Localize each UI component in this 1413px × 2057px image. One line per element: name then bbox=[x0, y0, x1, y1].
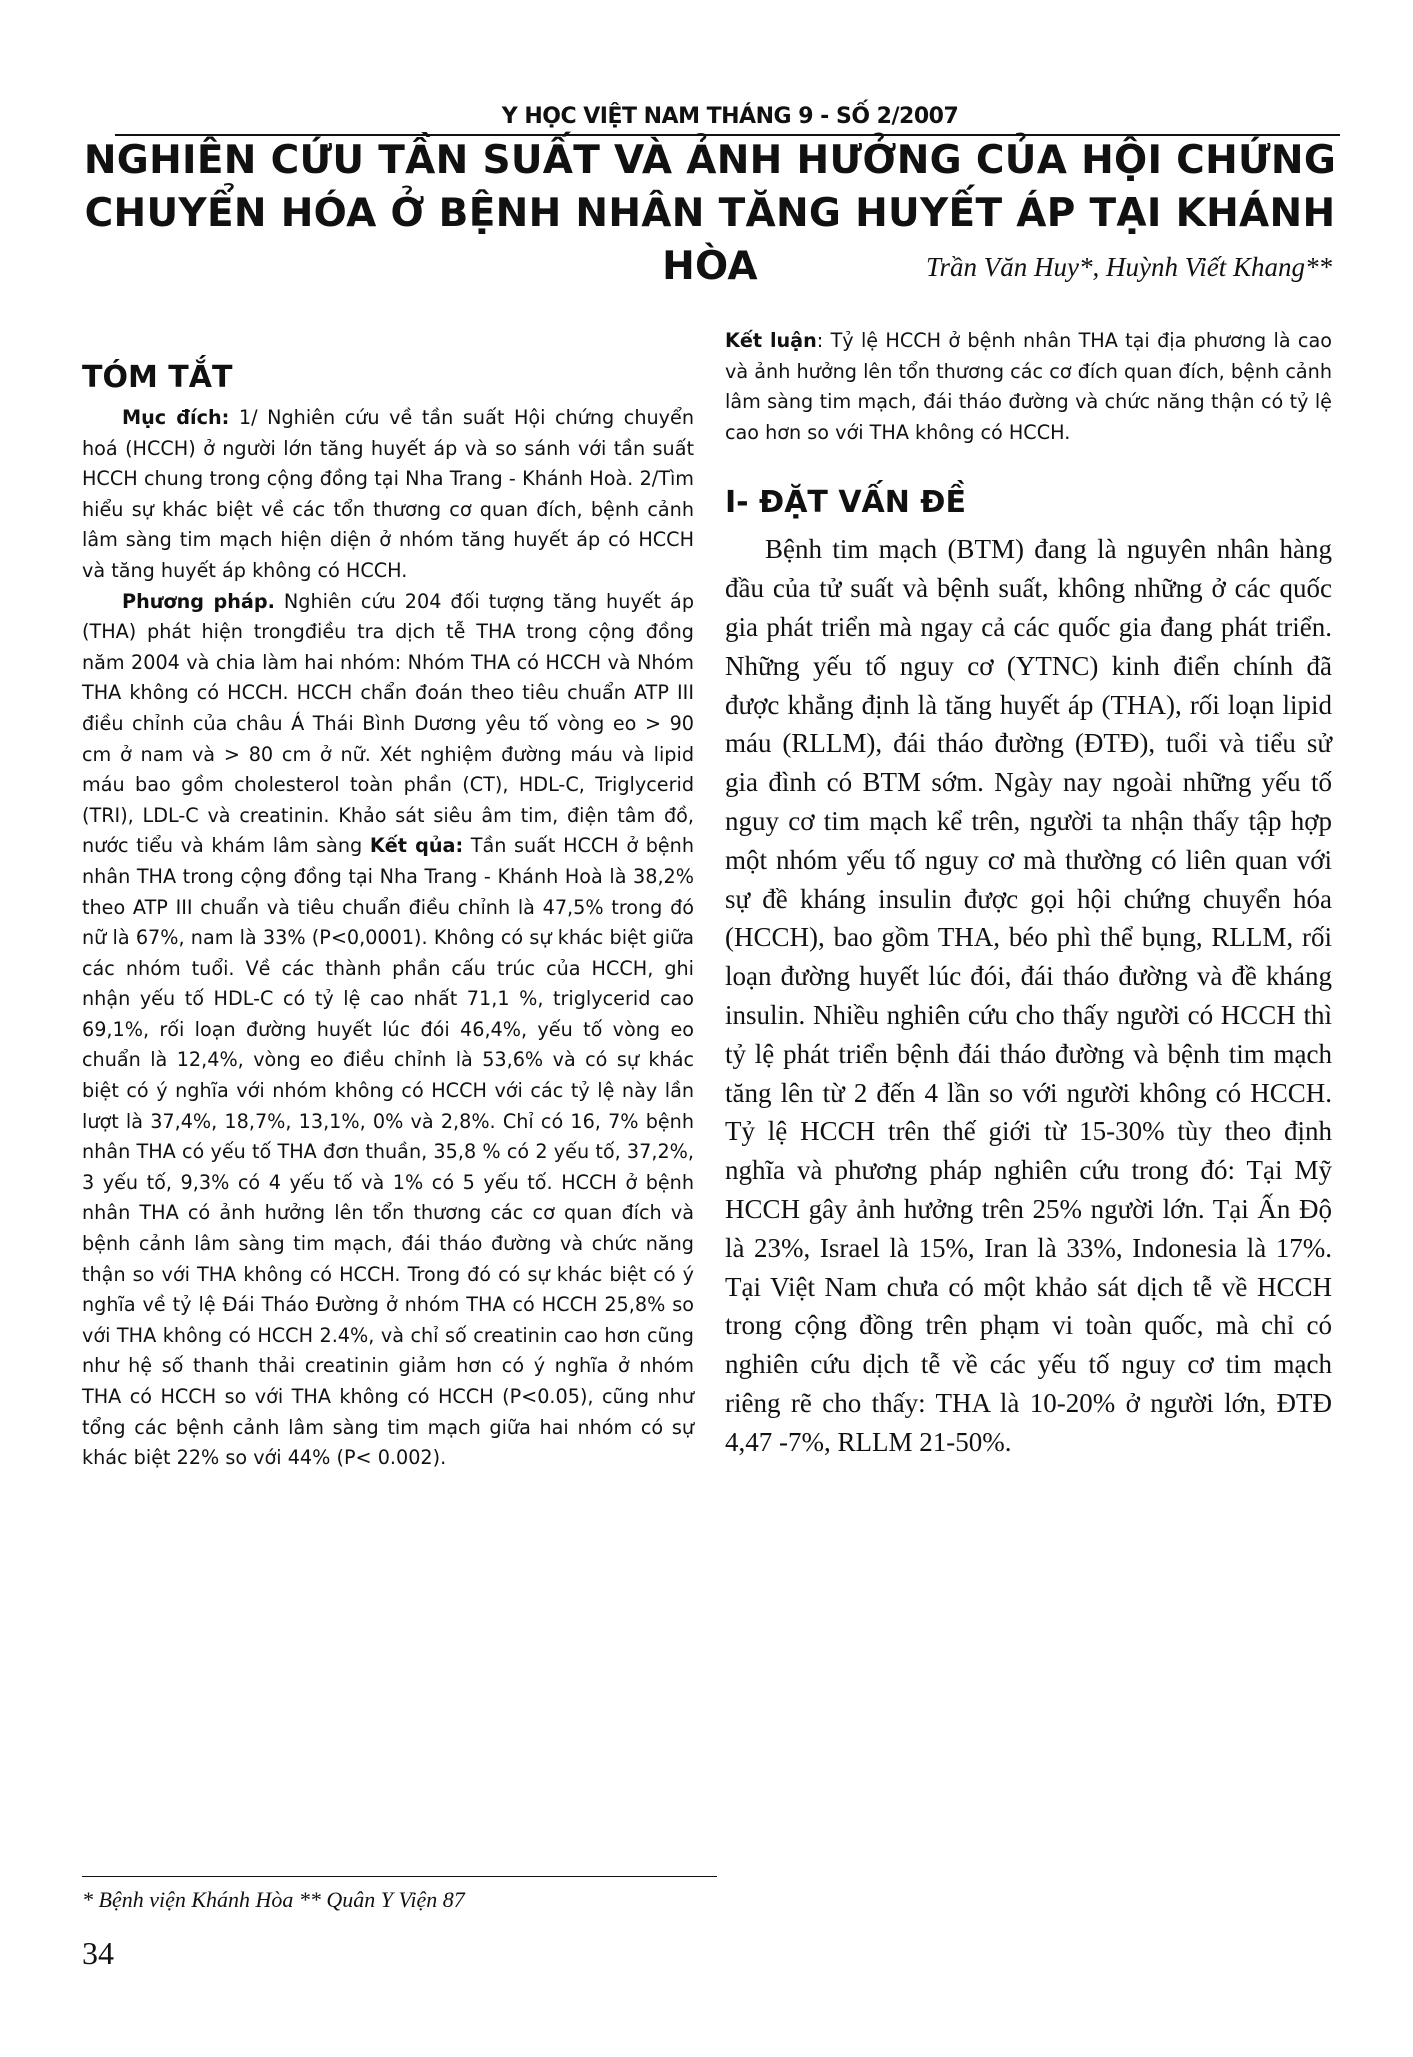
methods-text: Nghiên cứu 204 đối tượng tăng huyết áp (THA) phát hiện trongđiều tra dịch tễ THA trong cộng đồng năm 2004 và chia làm hai nhóm: Nhóm THA có HCCH và Nhóm THA không có HCCH. HCCH chẩn đoán theo tiêu chuẩn ATP III điều chỉnh của châu Á Thái Bình Dương yêu tố vòng eo > 90 cm ở nam và > 80 cm ở nữ. Xét nghiệm đường máu và lipid máu bao gồm cholesterol toàn phần (CT), HDL-C, Triglycerid (TRI), LDL-C và creatinin. Khảo sát siêu âm tim, điện tâm đồ, nước tiểu và khám lâm sàng bbox=[82, 589, 694, 858]
left-column bbox=[82, 360, 694, 1474]
objective-text: 1/ Nghiên cứu về tần suất Hội chứng chuyển hoá (HCCH) ở người lớn tăng huyết áp và so sánh với tần suất HCCH chung trong cộng đồng tại Nha Trang - Khánh Hoà. 2/Tìm hiểu sự khác biệt về các tổn thương cơ quan đích, bệnh cảnh lâm sàng tim mạch hiện diện ở nhóm tăng huyết áp có HCCH và tăng huyết áp không có HCCH. bbox=[82, 406, 694, 582]
footnote-rule bbox=[82, 1876, 717, 1877]
right-column bbox=[725, 326, 1332, 1462]
objective-label: Mục đích: bbox=[122, 406, 230, 429]
abstract-heading: TÓM TẮT bbox=[82, 360, 233, 395]
journal-header: Y HỌC VIỆT NAM THÁNG 9 - SỐ 2/2007 bbox=[501, 104, 959, 129]
section-1-heading: I- ĐẶT VẤN ĐỀ bbox=[725, 485, 966, 521]
page-number: 34 bbox=[82, 1935, 114, 1971]
abstract-conclusion bbox=[725, 326, 1332, 448]
conclusion-label: Kết luận bbox=[725, 329, 817, 352]
results-text: Tần suất HCCH ở bệnh nhân THA trong cộng đồng tại Nha Trang - Khánh Hoà là 38,2% theo ATP III chuẩn và tiêu chuẩn điều chỉnh là 47,5% trong đó nữ là 67%, nam là 33% (P<0,0001). Không có sự khác biệt giữa các nhóm tuổi. Về các thành phần cấu trúc của HCCH, ghi nhận yếu tố HDL-C có tỷ lệ cao nhất 71,1 %, triglycerid cao 69,1%, rối loạn đường huyết lúc đói 46,4%, yếu tố vòng eo chuẩn là 12,4%, vòng eo điều chỉnh là 53,6% và có sự khác biệt có ý nghĩa với nhóm không có HCCH với các tỷ lệ này lần lượt là 37,4%, 18,7%, 13,1%, 0% và 2,8%. Chỉ có 16, 7% bệnh nhân THA có yếu tố THA đơn thuần, 35,8 % có 2 yếu tố, 37,2%, 3 yếu tố, 9,3% có 4 yếu tố và 1% có 5 yếu tố. HCCH ở bệnh nhân THA có ảnh hưởng lên tổn thương các cơ quan đích và bệnh cảnh lâm sàng tim mạch, đái tháo đường và chức năng thận so với THA không có HCCH. Trong đó có sự khác biệt có ý nghĩa về tỷ lệ Đái Tháo Đường ở nhóm THA có HCCH 25,8% so với THA không có HCCH 2.4%, và chỉ số creatinin cao hơn cũng như hệ số thanh thải creatinin giảm hơn có ý nghĩa ở nhóm THA có HCCH so với THA không có HCCH (P<0.05), cũng như tổng các bệnh cảnh lâm sàng tim mạch giữa hai nhóm có sự khác biệt 22% so với 44% (P< 0.002). bbox=[82, 834, 695, 1470]
results-label: Kết qủa: bbox=[369, 834, 464, 858]
abstract-objective bbox=[82, 403, 694, 587]
title-line-2: CHUYỂN HÓA Ở BỆNH NHÂN TĂNG HUYẾT ÁP TẠI KHÁNH HÒA bbox=[84, 191, 1336, 289]
authors: Trần Văn Huy*, Huỳnh Viết Khang** bbox=[926, 252, 1332, 282]
conclusion-text: : Tỷ lệ HCCH ở bệnh nhân THA tại địa phương là cao và ảnh hưởng lên tổn thương các cơ đích quan đích, bệnh cảnh lâm sàng tim mạch, đái tháo đường và chức năng thận có tỷ lệ cao hơn so với THA không có HCCH. bbox=[725, 329, 1332, 444]
methods-label: Phương pháp. bbox=[122, 589, 275, 613]
footnote: * Bệnh viện Khánh Hòa ** Quân Y Viện 87 bbox=[82, 1887, 465, 1912]
abstract-methods-results bbox=[82, 587, 694, 1474]
section-1-paragraph: Bệnh tim mạch (BTM) đang là nguyên nhân hàng đầu của tử suất và bệnh suất, không những ở các quốc gia phát triển mà ngay cả các quốc gia đang phát triển. Những yếu tố nguy cơ (YTNC) kinh điển chính đã được khẳng định là tăng huyết áp (THA), rối loạn lipid máu (RLLM), đái tháo đường (ĐTĐ), tuổi và tiểu sử gia đình có BTM sớm. Ngày nay ngoài những yếu tố nguy cơ tim mạch kể trên, người ta nhận thấy tập hợp một nhóm yếu tố nguy cơ mà thường có liên quan với sự đề kháng insulin được gọi hội chứng chuyển hóa (HCCH), bao gồm THA, béo phì thể bụng, RLLM, rối loạn đường huyết lúc đói, đái tháo đường và đề kháng insulin. Nhiều nghiên cứu cho thấy người có HCCH thì tỷ lệ phát triển bệnh đái tháo đường và bệnh tim mạch tăng lên từ 2 đến 4 lần so với người không có HCCH. Tỷ lệ HCCH trên thế giới từ 15-30% tùy theo định nghĩa và phương pháp nghiên cứu trong đó: Tại Mỹ HCCH gây ảnh hưởng trên 25% người lớn. Tại Ấn Độ là 23%, Israel là 15%, Iran là 33%, Indonesia là 17%. Tại Việt Nam chưa có một khảo sát dịch tễ về HCCH trong cộng đồng trên phạm vi toàn quốc, mà chỉ có nghiên cứu dịch tễ về các yếu tố nguy cơ tim mạch riêng rẽ cho thấy: THA là 10-20% ở người lớn, ĐTĐ 4,47 -7%, RLLM 21-50%. bbox=[725, 534, 1332, 1457]
title-line-1: NGHIÊN CỨU TẦN SUẤT VÀ ẢNH HƯỞNG CỦA HỘI CHỨNG bbox=[83, 138, 1337, 183]
